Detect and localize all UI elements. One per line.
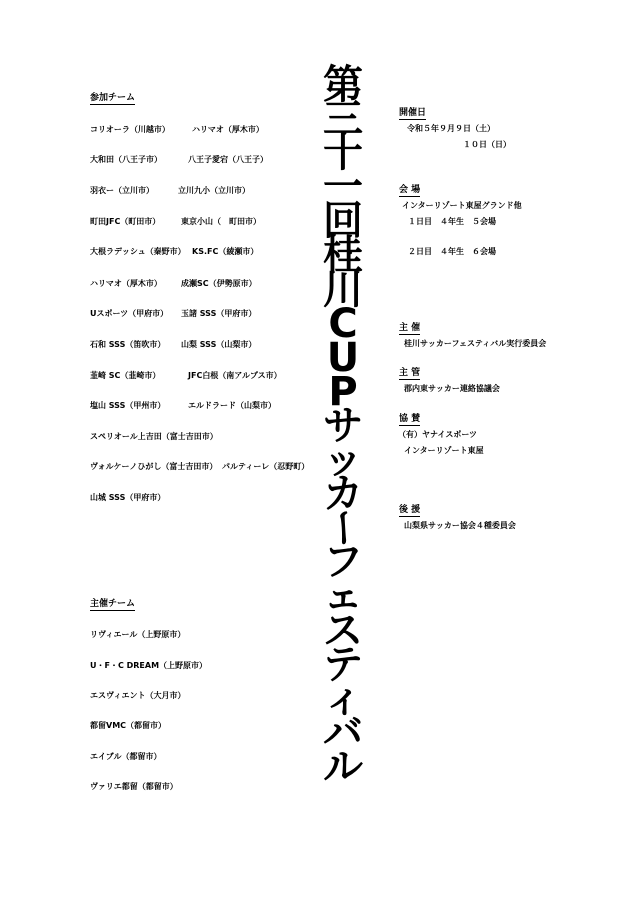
host-team-entry: U・F・C DREAM（上野原市）	[90, 661, 208, 670]
title-char: テ	[323, 641, 363, 688]
title-char: ス	[323, 607, 363, 654]
sponsor-value-2: インターリゾート東屋	[404, 446, 484, 455]
organizer-heading: 主 催	[399, 323, 421, 333]
venue-name: インターリゾート東屋グランド他	[402, 201, 522, 210]
team-entry: ヴォルケーノひがし（富士吉田市）	[90, 462, 218, 471]
management-value: 郡内東サッカー連絡協議会	[404, 384, 500, 393]
team-entry: 山梨 SSS（山梨市）	[181, 340, 257, 349]
title-char: 桂	[323, 232, 363, 279]
team-entry: パルティーレ（忍野町）	[222, 462, 310, 471]
team-entry: 立川九小（立川市）	[178, 186, 250, 195]
host-team-entry: エイブル（都留市）	[90, 752, 162, 761]
team-entry: スペリオール上吉田（富士吉田市）	[90, 432, 218, 441]
venue-heading: 会 場	[399, 185, 421, 195]
participating-heading: 参加チーム	[90, 93, 136, 103]
host-team-entry: ヴァリエ都留（都留市）	[90, 782, 178, 791]
host-heading: 主催チーム	[90, 599, 136, 609]
venue-day-1: １日目 ４年生 ５会場	[408, 217, 496, 226]
title-char: ル	[323, 743, 363, 790]
title-char: 十	[323, 130, 363, 177]
title-char: 回	[323, 198, 363, 245]
date-heading: 開催日	[399, 108, 427, 118]
title-char: ィ	[323, 675, 363, 722]
title-char: C	[328, 300, 358, 347]
team-entry: 大根ラデッシュ（秦野市）	[90, 247, 186, 256]
support-heading: 後 援	[399, 505, 421, 515]
team-entry: 玉諸 SSS（甲府市）	[181, 309, 257, 318]
team-entry: ハリマオ（厚木市）	[192, 125, 264, 134]
team-entry: 韮崎 SC（韮崎市）	[90, 371, 161, 380]
organizer-value: 桂川サッカーフェスティバル実行委員会	[404, 339, 547, 348]
team-entry: 塩山 SSS（甲州市）	[90, 401, 166, 410]
title-char: バ	[323, 709, 363, 756]
host-team-entry: リヴィエール（上野原市）	[90, 630, 186, 639]
title-char: U	[326, 334, 360, 381]
title-char: ー	[320, 508, 367, 549]
title-char: P	[328, 368, 358, 415]
team-entry: エルドラード（山梨市）	[188, 401, 276, 410]
team-entry: 山城 SSS（甲府市）	[90, 493, 166, 502]
host-team-entry: 都留VMC（都留市）	[90, 721, 167, 730]
title-char: フ	[323, 539, 363, 586]
sponsor-value-1: （有）ヤナイスポーツ	[398, 430, 478, 439]
venue-day-2: ２日目 ４年生 ６会場	[408, 247, 496, 256]
team-entry: 町田JFC（町田市）	[90, 217, 161, 226]
team-entry: KS.FC（綾瀬市）	[192, 247, 259, 256]
title-char: 第	[323, 62, 363, 108]
title-char: サ	[323, 402, 363, 449]
title-char: カ	[323, 471, 363, 518]
team-entry: Uスポーツ（甲府市）	[90, 309, 169, 318]
team-entry: ハリマオ（厚木市）	[90, 279, 162, 288]
sponsor-heading: 協 賛	[399, 414, 421, 424]
title-char: ェ	[323, 573, 363, 620]
team-entry: 成瀬SC（伊勢原市）	[181, 279, 257, 288]
team-entry: コリオーラ（川越市）	[90, 125, 170, 134]
title-char: ッ	[323, 437, 363, 484]
page-title	[314, 62, 372, 790]
team-entry: 石和 SSS（笛吹市）	[90, 340, 166, 349]
team-entry: 大和田（八王子市）	[90, 155, 162, 164]
team-entry: 八王子愛宕（八王子）	[188, 155, 268, 164]
support-value: 山梨県サッカー協会４種委員会	[404, 521, 516, 530]
date-line-2: １０日（日）	[463, 140, 511, 149]
date-line-1: 令和５年９月９日（土）	[407, 124, 495, 133]
title-char: 川	[323, 266, 363, 313]
team-entry: 東京小山（ 町田市）	[181, 217, 261, 226]
management-heading: 主 管	[399, 368, 421, 378]
title-char: 一	[323, 164, 363, 211]
host-team-entry: エスヴィエント（大月市）	[90, 691, 186, 700]
team-entry: 羽衣ー（立川市）	[90, 186, 154, 195]
title-char: 三	[323, 96, 363, 143]
team-entry: JFC白根（南アルプス市）	[188, 371, 282, 380]
